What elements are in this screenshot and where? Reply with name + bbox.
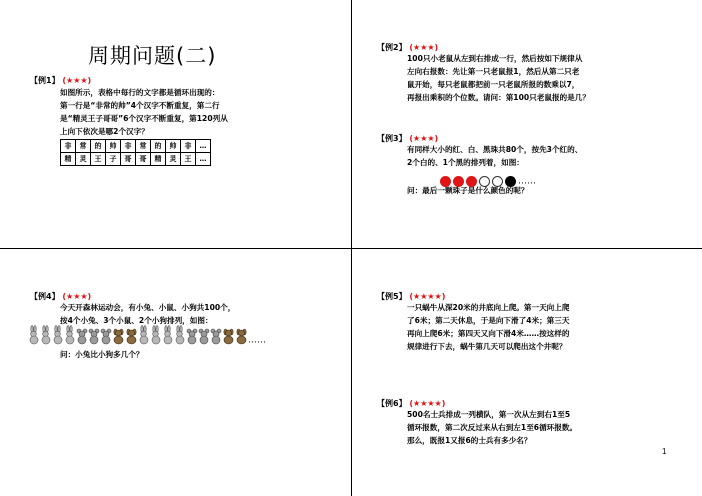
text-line: 有同样大小的红、白、黑珠共80个，按先3个红的、	[407, 145, 583, 154]
table-cell: 哥	[121, 153, 136, 166]
table-cell: 常	[136, 140, 151, 153]
example-4-question: 问：小兔比小狗多几个？	[60, 350, 144, 359]
example-1-stars: (★★★)	[62, 76, 92, 85]
example-4-text	[60, 301, 235, 327]
page-number: 1	[662, 447, 667, 456]
table-cell: 非	[61, 140, 76, 153]
table-cell: 哥	[136, 153, 151, 166]
text-line: 一只蜗牛从深20米的井底向上爬。第一天向上爬	[407, 303, 570, 312]
table-cell: 灵	[76, 153, 91, 166]
text-line: 了6米；第二天休息，于是向下滑了4米；第三天	[407, 316, 570, 325]
dog-icon	[235, 325, 248, 349]
example-2-stars: (★★★)	[409, 43, 439, 52]
table-cell: 精	[151, 153, 166, 166]
example-1-tag	[30, 75, 91, 86]
example-3-label: 【例3】	[377, 134, 407, 143]
text-line: 如图所示，表格中每行的文字都是循环出现的：	[60, 88, 220, 97]
example-2-label: 【例2】	[377, 43, 407, 52]
table-cell: 灵	[166, 153, 181, 166]
example-6-label: 【例6】	[377, 399, 407, 408]
mouse-icon	[186, 325, 198, 349]
table-cell: 帅	[106, 140, 121, 153]
table-cell: 王	[91, 153, 106, 166]
text-line: 左向右报数：先让第一只老鼠报1，然后从第二只老	[407, 67, 580, 76]
mouse-icon	[88, 325, 100, 349]
table-cell: 非	[121, 140, 136, 153]
example-2-text	[407, 52, 590, 104]
rabbit-icon	[64, 325, 76, 349]
text-line: 第一行是“非常的帅”4个汉字不断重复，第二行	[60, 101, 220, 110]
example-1-text	[60, 86, 228, 138]
text-line: 循环报数，第二次反过来从右到左1至6循环报数。	[407, 423, 578, 432]
example-3-question: 问：最后一颗珠子是什么颜色的呢？	[407, 186, 529, 195]
example-3-stars: (★★★)	[409, 134, 439, 143]
mouse-icon	[210, 325, 222, 349]
animal-sequence	[28, 325, 266, 349]
text-line: 500名士兵排成一列横队，第一次从左到右1至5	[407, 410, 571, 419]
example-4-stars: (★★★)	[62, 292, 92, 301]
rabbit-icon	[150, 325, 162, 349]
example-6-text	[407, 408, 577, 447]
text-line: 再向上爬6米；第四天又向下滑4米……按这样的	[407, 329, 570, 338]
rabbit-icon	[162, 325, 174, 349]
table-cell: 子	[106, 153, 121, 166]
table-cell: 帅	[166, 140, 181, 153]
mouse-icon	[198, 325, 210, 349]
example-5-label: 【例5】	[377, 292, 407, 301]
mouse-icon	[100, 325, 112, 349]
dog-icon	[222, 325, 235, 349]
rabbit-icon	[138, 325, 150, 349]
table-cell: 王	[181, 153, 196, 166]
horizontal-divider	[0, 248, 702, 249]
page-title: 周期问题(二)	[88, 44, 217, 68]
text-line: 上向下依次是哪2个汉字？	[60, 127, 149, 136]
text-line: 那么，既报1又报6的士兵有多少名？	[407, 436, 532, 445]
rabbit-icon	[40, 325, 52, 349]
text-line: 今天开森林运动会，有小兔、小鼠、小狗共100个，	[60, 303, 236, 312]
text-line: 规律进行下去，蜗牛第几天可以爬出这个井呢？	[407, 342, 567, 351]
table-cell: …	[196, 153, 211, 166]
table-cell: 的	[91, 140, 106, 153]
dog-icon	[112, 325, 125, 349]
example-3-text	[407, 143, 582, 169]
example-5-text	[407, 301, 569, 353]
character-table	[60, 139, 211, 166]
table-cell: 的	[151, 140, 166, 153]
table-row	[61, 140, 211, 153]
table-cell: …	[196, 140, 211, 153]
text-line: 2个白的、1个黑的排列着，如图：	[407, 158, 524, 167]
table-row	[61, 153, 211, 166]
rabbit-icon	[174, 325, 186, 349]
text-line: 是“精灵王子哥哥”6个汉字不断重复，第120列从	[60, 114, 228, 123]
rabbit-icon	[28, 325, 40, 349]
table-cell: 精	[61, 153, 76, 166]
mouse-icon	[76, 325, 88, 349]
animal-ellipsis: ……	[248, 335, 266, 346]
dog-icon	[125, 325, 138, 349]
table-cell: 非	[181, 140, 196, 153]
text-line: 再报出乘积的个位数。请问：第100只老鼠报的是几？	[407, 93, 590, 102]
bead-ellipsis: ……	[518, 176, 536, 187]
example-5-stars: (★★★★)	[409, 292, 446, 301]
table-cell: 常	[76, 140, 91, 153]
text-line: 按4个小兔、3个小鼠、2个小狗排列，如图：	[60, 316, 213, 325]
example-1-label: 【例1】	[30, 76, 60, 85]
text-line: 100只小老鼠从左到右排成一行，然后按如下规律从	[407, 54, 583, 63]
example-4-label: 【例4】	[30, 292, 60, 301]
rabbit-icon	[52, 325, 64, 349]
text-line: 鼠开始，每只老鼠都把前一只老鼠所报的数乘以7，	[407, 80, 580, 89]
example-6-stars: (★★★★)	[409, 399, 446, 408]
